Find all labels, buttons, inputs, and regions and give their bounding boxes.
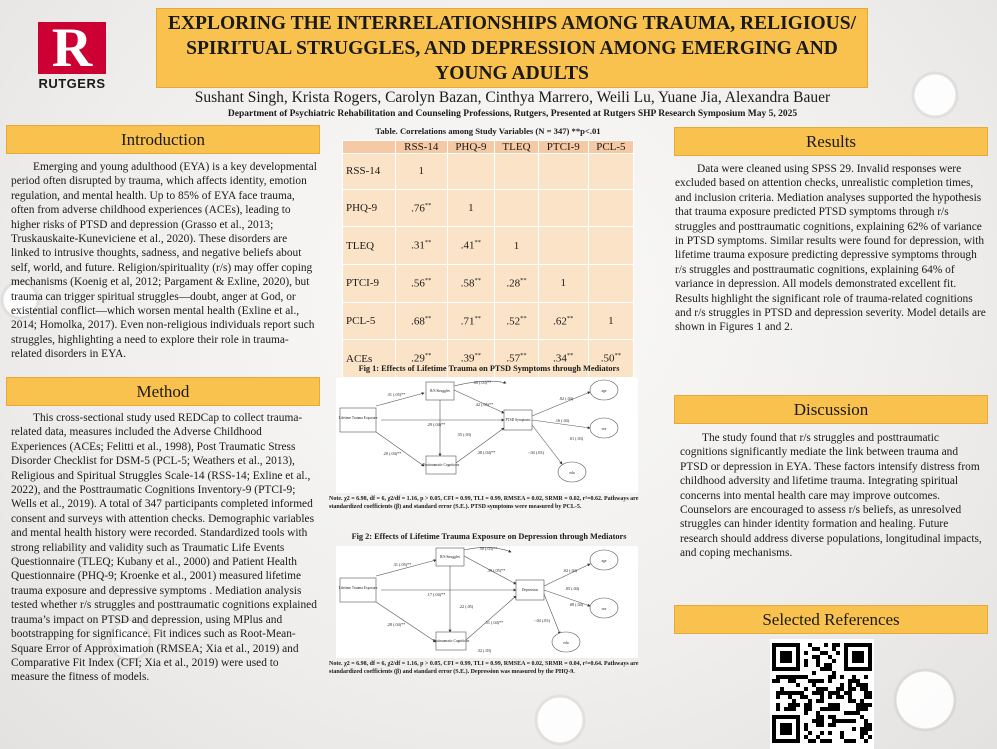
table-cell bbox=[538, 154, 588, 190]
column-header: TLEQ bbox=[495, 141, 539, 154]
poster-title: EXPLORING THE INTERRELATIONSHIPS AMONG TRAUMA, RELIGIOUS/ SPIRITUAL STRUGGLES, AND DEPRESSION AMONG EMERGING AND YOUNG ADULTS bbox=[167, 12, 857, 84]
fig2-node-c3: edu bbox=[563, 641, 569, 645]
fig2-path-m2y2: .51 (.04)** bbox=[484, 620, 504, 625]
introduction-text bbox=[11, 160, 317, 362]
fig2-note: Note. χ2 = 6.98, df = 6, χ2/df = 1.16, p > 0.05, CFI = 0.99, TLI = 0.99, RMSEA = 0.02, SRMR = 0.04, r²=0.64. Pathways are standardized coefficients (β) and standard error (S.E.). Depression was measured by the PHQ-9. bbox=[329, 661, 639, 675]
table-cell bbox=[495, 265, 539, 303]
significance-mark: ** bbox=[520, 277, 527, 285]
correlation-table bbox=[342, 140, 634, 378]
significance-mark: ** bbox=[474, 314, 482, 322]
fig2-path-c4: -.04 (.03) bbox=[534, 618, 550, 623]
significance-mark: ** bbox=[474, 239, 482, 247]
discussion-heading: Discussion bbox=[674, 395, 988, 424]
table-cell: 1 bbox=[588, 302, 633, 340]
table-cell bbox=[538, 302, 588, 340]
table-cell: 1 bbox=[447, 189, 495, 227]
table-row bbox=[343, 189, 634, 227]
table-cell: 1 bbox=[395, 154, 447, 190]
fig2-path-m2x: .32 (.03) bbox=[476, 648, 492, 653]
rutgers-logo bbox=[38, 17, 106, 92]
cell-value: .39 bbox=[460, 352, 475, 365]
logo-letter: R bbox=[38, 22, 106, 74]
affiliation: Department of Psychiatric Rehabilitation and Counseling Professions, Rutgers, Presented at Rutgers SHP Research Symposium May 5, 2025 bbox=[227, 109, 798, 119]
significance-mark: ** bbox=[424, 201, 432, 209]
introduction-body: Emerging and young adulthood (EYA) is a key developmental period often disrupted by trauma, which affects identity, emotion regulation, and mental health. Up to 85% of EYA face trauma, often from adverse childhood experiences (ACEs), leading to higher risks of PTSD and depression (Grasso et al., 2013; Truskauskaite-Kunevicienе et al., 2020). These disorders are linked to intrusive thoughts, sadness, and negative beliefs about self, world, and future. Religion/spirituality (r/s) may offer coping mechanisms (Koenig et al, 2012; Pargament & Exline, 2020), but trauma can trigger spiritual struggles—doubt, anger at God, or existential conflict—which worsen mental health (Exline et al., 2014; Homolka, 2017). Even non-religious individuals report such struggles, highlighting a need to explore their role in trauma-related disorders in EYA. bbox=[11, 161, 317, 361]
method-text bbox=[11, 411, 317, 685]
cell-value: .29 bbox=[411, 352, 425, 365]
fig1-path-m1y: .42 (.05)** bbox=[474, 402, 494, 407]
column-header: PCL-5 bbox=[588, 141, 633, 154]
results-heading: Results bbox=[674, 127, 988, 156]
fig1-node-c1: age bbox=[601, 389, 607, 393]
table-header-row bbox=[343, 141, 634, 154]
fig1-path-c2: .16 (.04) bbox=[554, 418, 570, 423]
fig2-diagram bbox=[336, 546, 638, 658]
significance-mark: ** bbox=[566, 314, 574, 322]
table-cell bbox=[538, 227, 588, 265]
cell-value: .76 bbox=[411, 202, 425, 215]
table-cell bbox=[447, 154, 495, 190]
table-cell bbox=[395, 302, 447, 340]
fig2-path-c2: .05 (.04) bbox=[564, 586, 580, 591]
authors: Sushant Singh, Krista Rogers, Carolyn Bazan, Cinthya Marrero, Weili Lu, Yuane Jia, Alexandra Bauer bbox=[194, 89, 831, 106]
discussion-text bbox=[680, 431, 982, 561]
fig1-node-m2: Posttraumatic Cognitions bbox=[422, 463, 460, 467]
fig1-node-c3: edu bbox=[569, 471, 575, 475]
results-body: Data were cleaned using SPSS 29. Invalid responses were excluded based on attention checks, unrealistic completion times, and inclusion criteria. Mediation analyses supported the hypothesis that trauma exposure predicted PTSD symptoms through r/s struggles and posttraumatic cognitions, explaining 62% of variance in PTSD symptoms. Similar results were found for depression, with lifetime trauma exposure predicting depressive symptoms through r/s struggles and posttraumatic cognitions, explaining 64% of variance in depression. All models demonstrated excellent fit. Results highlight the significant role of trauma-related cognitions and r/s struggles in PTSD and depression severity. Model details are shown in Figures 1 and 2. bbox=[675, 163, 986, 334]
significance-mark: ** bbox=[424, 239, 432, 247]
row-header: TLEQ bbox=[343, 227, 396, 265]
fig1-node-m1: R/S Struggles bbox=[430, 389, 450, 393]
table-cell bbox=[588, 227, 633, 265]
table-body bbox=[343, 154, 634, 378]
cell-value: .50 bbox=[600, 352, 615, 365]
fig1-node-x: Lifetime Trauma Exposure bbox=[338, 416, 378, 420]
qr-code-icon[interactable] bbox=[770, 639, 874, 749]
table-cell bbox=[538, 189, 588, 227]
results-text bbox=[675, 162, 987, 335]
table-cell bbox=[588, 265, 633, 303]
discussion-body: The study found that r/s struggles and posttraumatic cognitions significantly mediate the link between trauma and PTSD or depression in EYA. These factors intensify distress from childhood adversity and lifetime trauma. Integrating spiritual concerns into mental health care may improve outcomes. Counselors are encouraged to assess r/s beliefs, as unresolved struggles can hinder identity formation and healing. Future research should address diverse populations, longitudinal impacts, and coping mechanisms. bbox=[680, 432, 982, 560]
title-banner bbox=[156, 8, 868, 88]
table-cell bbox=[588, 189, 633, 227]
table-cell bbox=[395, 265, 447, 303]
fig2-path-xy: .17 (.04)** bbox=[426, 592, 446, 597]
cell-value: .62 bbox=[553, 315, 567, 328]
fig1-path-xy: .29 (.04)** bbox=[426, 422, 446, 427]
fig1-path-c4: -.04 (.03) bbox=[528, 450, 544, 455]
fig2-node-m1: R/S Struggles bbox=[440, 555, 460, 559]
fig1-path-c1: .02 (.04) bbox=[558, 396, 574, 401]
row-header: PCL-5 bbox=[343, 302, 396, 340]
table-cell bbox=[447, 302, 495, 340]
fig1-path-xm2: .20 (.04)** bbox=[382, 451, 402, 456]
fig1-diagram bbox=[336, 378, 638, 493]
fig2-path-m2y: .22 (.05) bbox=[458, 604, 474, 609]
fig1-node-y: PTSD Symptoms bbox=[505, 418, 531, 422]
fig1-path-m2y2: .38 (.04)** bbox=[476, 450, 496, 455]
cell-value: .68 bbox=[411, 315, 425, 328]
introduction-heading: Introduction bbox=[6, 125, 320, 154]
significance-mark: ** bbox=[424, 314, 432, 322]
significance-mark: ** bbox=[520, 314, 527, 322]
fig2-node-m2: Posttraumatic Cognitions bbox=[432, 639, 470, 643]
fig1-node-c2: sex bbox=[601, 427, 607, 431]
significance-mark: ** bbox=[474, 352, 482, 360]
references-heading: Selected References bbox=[674, 605, 988, 634]
table-cell bbox=[495, 154, 539, 190]
fig1-path-xm1: .31 (.05)** bbox=[386, 392, 406, 397]
fig2-node-x: Lifetime Trauma Exposure bbox=[338, 586, 378, 590]
column-header: PTCI-9 bbox=[538, 141, 588, 154]
fig1-path-c3: .01 (.03) bbox=[568, 436, 584, 441]
cell-value: .56 bbox=[411, 277, 425, 290]
significance-mark: ** bbox=[520, 352, 527, 360]
logo-name: RUTGERS bbox=[38, 76, 106, 91]
fig2-node-c2: sex bbox=[601, 607, 607, 611]
table-cell: 1 bbox=[495, 227, 539, 265]
row-header: ACEs bbox=[343, 340, 396, 378]
table-row bbox=[343, 265, 634, 303]
row-header: RSS-14 bbox=[343, 154, 396, 190]
fig2-path-m1y: .39 (.05)** bbox=[486, 568, 506, 573]
table-cell bbox=[495, 189, 539, 227]
fig1-note: Note. χ2 = 6.98, df = 6, χ2/df = 1.16, p > 0.05, CFI = 0.99, TLI = 0.99, RMSEA = 0.02, SRMR = 0.02, r²=0.62. Pathways are standardized coefficients (β) and standard error (S.E.). PTSD symptoms were measured by PCL-5. bbox=[329, 496, 639, 510]
cell-value: .28 bbox=[506, 277, 521, 290]
table-cell bbox=[395, 227, 447, 265]
cell-value: .57 bbox=[506, 352, 521, 365]
column-header: RSS-14 bbox=[395, 141, 447, 154]
fig2-node-c1: age bbox=[601, 559, 607, 563]
method-body: This cross-sectional study used REDCap to collect trauma-related data, measures included the Adverse Childhood Experiences (ACEs; Felitti et al., 1998), Post Traumatic Stress Disorder Checklist for DSM-5 (PCL-5; Weathers et al., 2013), Religious and Spiritual Struggles Scale-14 (RSS-14; Exline et al., 2022), and the Posttraumatic Cognitions Inventory-9 (PTCI-9; Wells et al., 2019). A total of 347 participants completed informed consent and surveys with attention checks. Demographic variables and mental health history were recorded. Standardized tools with strong reliability and validity such as Traumatic Life Events Questionnaire (TLEQ; Kubany et al., 2000) and Patient Health Questionnaire (PHQ-9; Kroenke et al., 2001) measured lifetime trauma exposure and depressive symptoms . Mediation analysis tested whether r/s struggles and posttraumatic cognitions explained trauma’s impact on PTSD and depression, using MPlus and bootstrapping for significance. Fit indices such as Root-Mean-Square Error of Approximation (RMSEA; Xia et al., 2019) and Comparative Fit Index (CFI; Xia et al., 2019) were used to measure the fitness of models. bbox=[11, 412, 317, 684]
table-cell bbox=[395, 189, 447, 227]
significance-mark: ** bbox=[614, 352, 621, 360]
method-heading: Method bbox=[6, 377, 320, 406]
table-caption: Table. Correlations among Study Variables (N = 347) **p<.01 bbox=[375, 126, 601, 136]
table-cell bbox=[588, 154, 633, 190]
fig2-path-xm1: .31 (.05)** bbox=[392, 562, 412, 567]
column-header: PHQ-9 bbox=[447, 141, 495, 154]
fig1-path-m1m2: .90 (.03)** bbox=[472, 380, 492, 385]
row-header: PTCI-9 bbox=[343, 265, 396, 303]
table-cell bbox=[447, 227, 495, 265]
table-corner bbox=[343, 141, 396, 154]
fig2-title: Fig 2: Effects of Lifetime Trauma Exposure on Depression through Mediators bbox=[351, 532, 627, 541]
significance-mark: ** bbox=[424, 352, 432, 360]
significance-mark: ** bbox=[566, 352, 574, 360]
table-row bbox=[343, 302, 634, 340]
table-cell bbox=[495, 302, 539, 340]
fig1-path-m2y: .55 (.03) bbox=[456, 432, 472, 437]
cell-value: .58 bbox=[460, 277, 475, 290]
table-row bbox=[343, 154, 634, 190]
cell-value: .52 bbox=[506, 315, 521, 328]
table-row bbox=[343, 227, 634, 265]
significance-mark: ** bbox=[424, 277, 432, 285]
cell-value: .34 bbox=[553, 352, 567, 365]
fig2-path-c1: .02 (.04) bbox=[562, 568, 578, 573]
fig2-path-c3: .08 (.04) bbox=[568, 602, 584, 607]
fig2-path-m1m2: .50 (.03)** bbox=[478, 546, 498, 551]
cell-value: .41 bbox=[460, 240, 475, 253]
cell-value: .31 bbox=[411, 240, 425, 253]
significance-mark: ** bbox=[474, 277, 482, 285]
fig2-path-xm2: .28 (.04)** bbox=[386, 622, 406, 627]
table-cell: 1 bbox=[538, 265, 588, 303]
row-header: PHQ-9 bbox=[343, 189, 396, 227]
cell-value: .71 bbox=[460, 315, 475, 328]
fig2-node-y: Depression bbox=[521, 588, 539, 592]
table-cell bbox=[447, 265, 495, 303]
fig1-title: Fig 1: Effects of Lifetime Trauma on PTSD Symptoms through Mediators bbox=[358, 364, 620, 373]
